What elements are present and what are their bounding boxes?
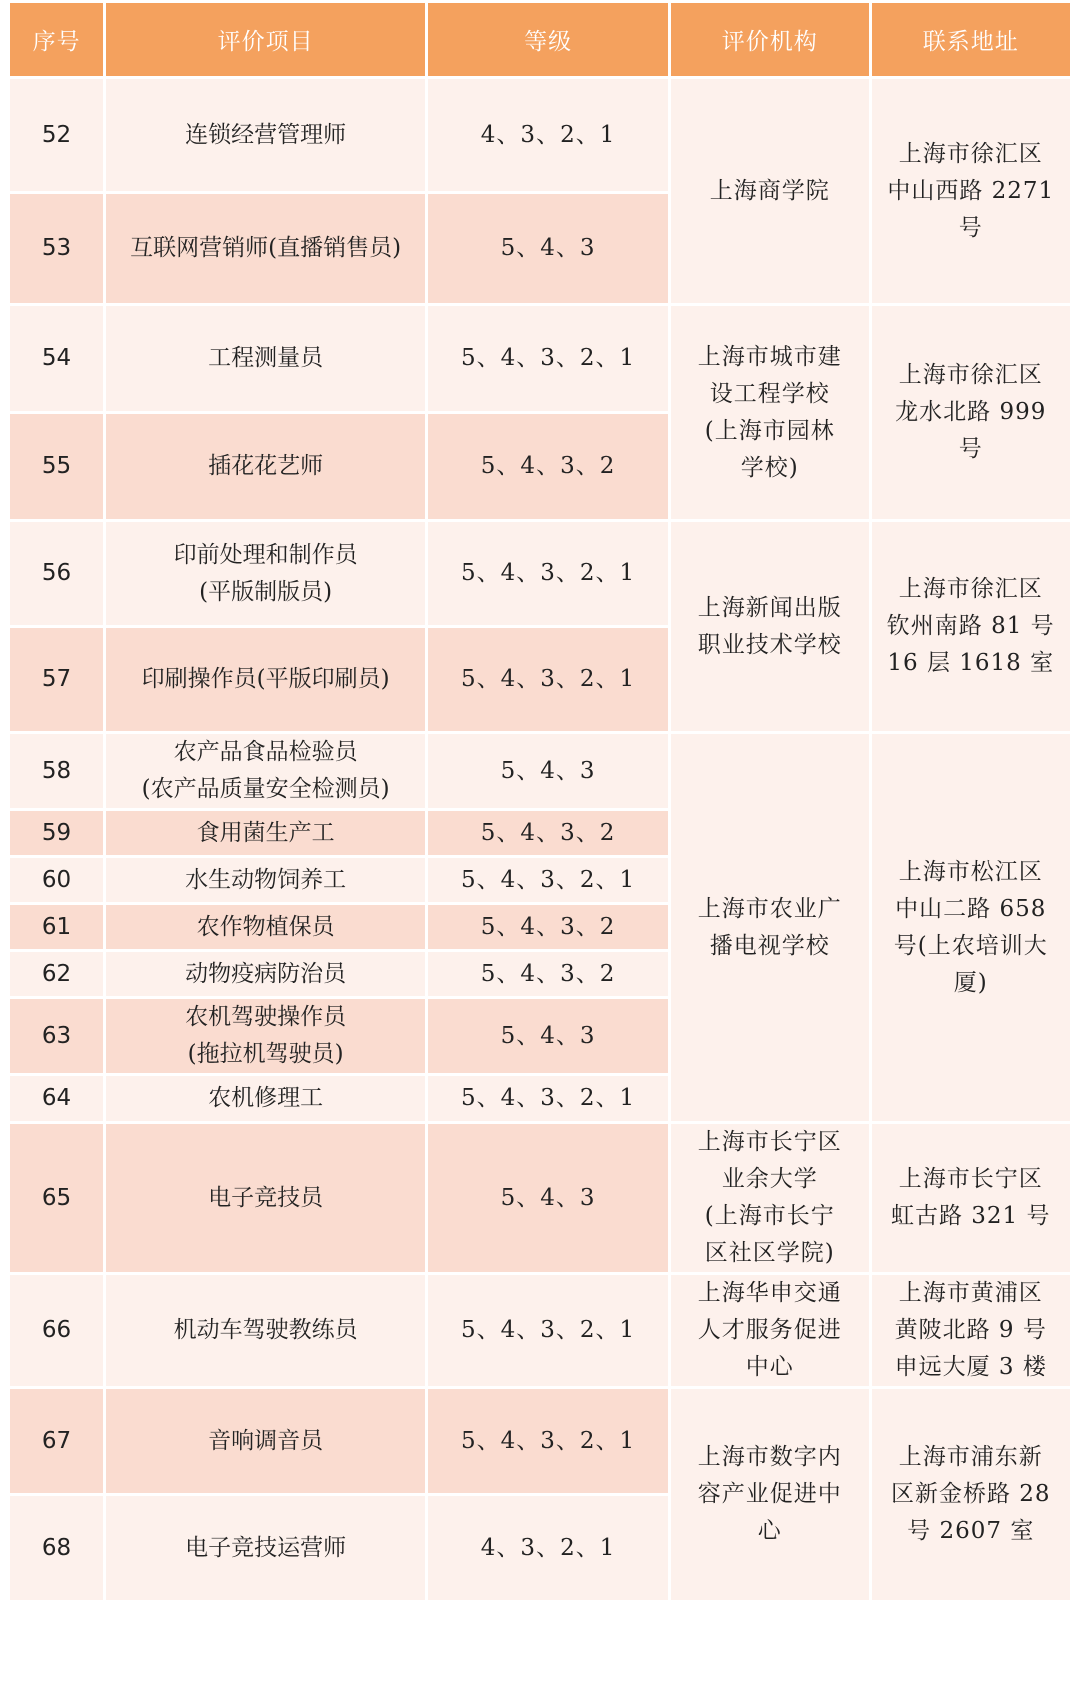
row-org (671, 734, 868, 1121)
cell-line: 学校) (740, 454, 799, 481)
row-seq: 63 (10, 999, 103, 1073)
cell-line: 业余大学 (721, 1166, 818, 1192)
header-seq: 序号 (10, 3, 103, 76)
table-body (10, 79, 1070, 1600)
row-seq: 58 (10, 734, 103, 808)
row-seq: 65 (10, 1124, 103, 1272)
table-row (10, 306, 1070, 411)
cell-line: 上海市农业广 (697, 895, 842, 922)
evaluation-table (7, 0, 1073, 1603)
row-item (106, 734, 425, 808)
cell-line: 中山西路 2271 (887, 177, 1055, 204)
item-name: 食用菌生产工 (196, 819, 335, 846)
row-address (872, 306, 1071, 519)
cell-line: 号 (958, 436, 983, 462)
item-name: 农机修理工 (208, 1085, 324, 1111)
cell-line: 号(上农培训大 (893, 932, 1048, 959)
row-address (872, 1275, 1071, 1386)
row-org (671, 522, 868, 731)
header-org: 评价机构 (671, 3, 868, 76)
header-item: 评价项目 (106, 3, 425, 76)
row-level: 4、3、2、1 (428, 1496, 668, 1600)
item-name: 印刷操作员(平版印刷员) (141, 666, 390, 692)
row-seq: 66 (10, 1275, 103, 1386)
cell-line: 申远大厦 3 楼 (894, 1354, 1047, 1380)
row-seq: 67 (10, 1389, 103, 1493)
row-item (106, 1076, 425, 1121)
item-name: 机动车驾驶教练员 (173, 1317, 358, 1343)
row-item (106, 1389, 425, 1493)
cell-line: (上海市园林 (704, 417, 835, 444)
row-seq: 52 (10, 79, 103, 191)
item-name: 动物疫病防治员 (185, 960, 347, 987)
item-name: 插花花艺师 (208, 453, 324, 479)
table-row (10, 734, 1070, 808)
item-subname: (拖拉机驾驶员) (187, 1041, 344, 1067)
row-org (671, 1275, 868, 1386)
row-item (106, 1124, 425, 1272)
item-name: 农作物植保员 (196, 913, 335, 940)
row-org (671, 79, 868, 303)
row-level: 5、4、3、2、1 (428, 306, 668, 411)
cell-line: 中山二路 658 (895, 895, 1047, 922)
item-name: 水生动物饲养工 (185, 866, 347, 893)
table-row (10, 79, 1070, 191)
row-item (106, 628, 425, 731)
row-level: 5、4、3 (428, 999, 668, 1073)
table-row (10, 1124, 1070, 1272)
row-org (671, 1389, 868, 1600)
cell-line: 号 (958, 214, 983, 241)
item-name: 电子竞技员 (208, 1184, 324, 1211)
cell-line: 龙水北路 999 (895, 399, 1047, 425)
row-item (106, 414, 425, 519)
cell-line: 容产业促进中 (697, 1481, 842, 1507)
item-name: 电子竞技运营师 (185, 1534, 347, 1561)
item-name: 连锁经营管理师 (185, 121, 347, 148)
cell-line: 上海市徐汇区 (898, 362, 1043, 388)
row-level: 5、4、3 (428, 734, 668, 808)
cell-line: 上海新闻出版 (697, 594, 842, 621)
cell-line: 上海市浦东新 (898, 1444, 1043, 1470)
row-seq: 64 (10, 1076, 103, 1121)
row-item (106, 194, 425, 303)
cell-line: (上海市长宁 (704, 1203, 835, 1229)
table-row (10, 522, 1070, 625)
header-addr: 联系地址 (872, 3, 1071, 76)
item-name: 印前处理和制作员 (173, 541, 358, 568)
table-row (10, 1275, 1070, 1386)
cell-line: 职业技术学校 (697, 631, 842, 658)
header-level: 等级 (428, 3, 668, 76)
row-seq: 59 (10, 811, 103, 855)
cell-line: 虹古路 321 号 (890, 1203, 1051, 1229)
cell-line: 上海市徐汇区 (898, 576, 1043, 602)
row-level: 5、4、3、2、1 (428, 1275, 668, 1386)
row-level: 5、4、3、2 (428, 414, 668, 519)
row-item (106, 905, 425, 949)
cell-line: 钦州南路 81 号 (886, 613, 1055, 639)
row-address (872, 734, 1071, 1121)
row-org (671, 306, 868, 519)
row-address (872, 522, 1071, 731)
cell-line: 心 (757, 1518, 782, 1544)
cell-line: 上海市数字内 (697, 1444, 842, 1470)
cell-line: 上海华申交通 (697, 1280, 842, 1306)
cell-line: 黄陂北路 9 号 (894, 1317, 1047, 1343)
item-subname: (农产品质量安全检测员) (141, 776, 390, 802)
row-item (106, 1275, 425, 1386)
cell-line: 人才服务促进 (697, 1317, 842, 1343)
cell-line: 播电视学校 (709, 932, 830, 959)
row-item (106, 79, 425, 191)
row-seq: 60 (10, 858, 103, 902)
cell-line: 上海市长宁区 (697, 1129, 842, 1155)
cell-line: 区社区学院) (704, 1240, 835, 1266)
row-level: 5、4、3 (428, 194, 668, 303)
row-level: 5、4、3、2 (428, 811, 668, 855)
row-address (872, 1389, 1071, 1600)
row-address (872, 79, 1071, 303)
row-level: 5、4、3、2、1 (428, 1076, 668, 1121)
row-seq: 54 (10, 306, 103, 411)
row-item (106, 858, 425, 902)
item-name: 农机驾驶操作员 (185, 1004, 347, 1030)
row-level: 5、4、3、2 (428, 905, 668, 949)
row-org (671, 1124, 868, 1272)
item-name: 农产品食品检验员 (173, 739, 358, 765)
item-subname: (平版制版员) (199, 578, 333, 605)
item-name: 音响调音员 (208, 1427, 324, 1454)
table-row (10, 1389, 1070, 1493)
row-level: 5、4、3、2、1 (428, 522, 668, 625)
row-level: 5、4、3、2、1 (428, 1389, 668, 1493)
row-level: 5、4、3 (428, 1124, 668, 1272)
cell-line: 16 层 1618 室 (887, 650, 1055, 676)
row-seq: 61 (10, 905, 103, 949)
row-item (106, 952, 425, 996)
row-item (106, 999, 425, 1073)
cell-line: 上海商学院 (709, 177, 830, 204)
cell-line: 上海市城市建 (697, 343, 842, 370)
cell-line: 上海市长宁区 (898, 1166, 1043, 1192)
row-item (106, 1496, 425, 1600)
cell-line: 上海市黄浦区 (898, 1280, 1043, 1306)
header-row (10, 3, 1070, 76)
row-seq: 55 (10, 414, 103, 519)
row-level: 5、4、3、2、1 (428, 628, 668, 731)
row-seq: 53 (10, 194, 103, 303)
row-seq: 68 (10, 1496, 103, 1600)
row-item (106, 811, 425, 855)
row-level: 5、4、3、2、1 (428, 858, 668, 902)
row-seq: 57 (10, 628, 103, 731)
row-item (106, 522, 425, 625)
item-name: 互联网营销师(直播销售员) (130, 235, 402, 261)
row-item (106, 306, 425, 411)
row-level: 5、4、3、2 (428, 952, 668, 996)
cell-line: 上海市徐汇区 (898, 140, 1043, 167)
row-address (872, 1124, 1071, 1272)
cell-line: 上海市松江区 (898, 858, 1043, 885)
cell-line: 区新金桥路 28 (890, 1481, 1051, 1507)
cell-line: 中心 (745, 1354, 794, 1380)
cell-line: 号 2607 室 (907, 1518, 1035, 1544)
cell-line: 厦) (953, 969, 988, 996)
item-name: 工程测量员 (208, 345, 324, 371)
row-seq: 62 (10, 952, 103, 996)
row-seq: 56 (10, 522, 103, 625)
row-level: 4、3、2、1 (428, 79, 668, 191)
cell-line: 设工程学校 (709, 380, 830, 407)
